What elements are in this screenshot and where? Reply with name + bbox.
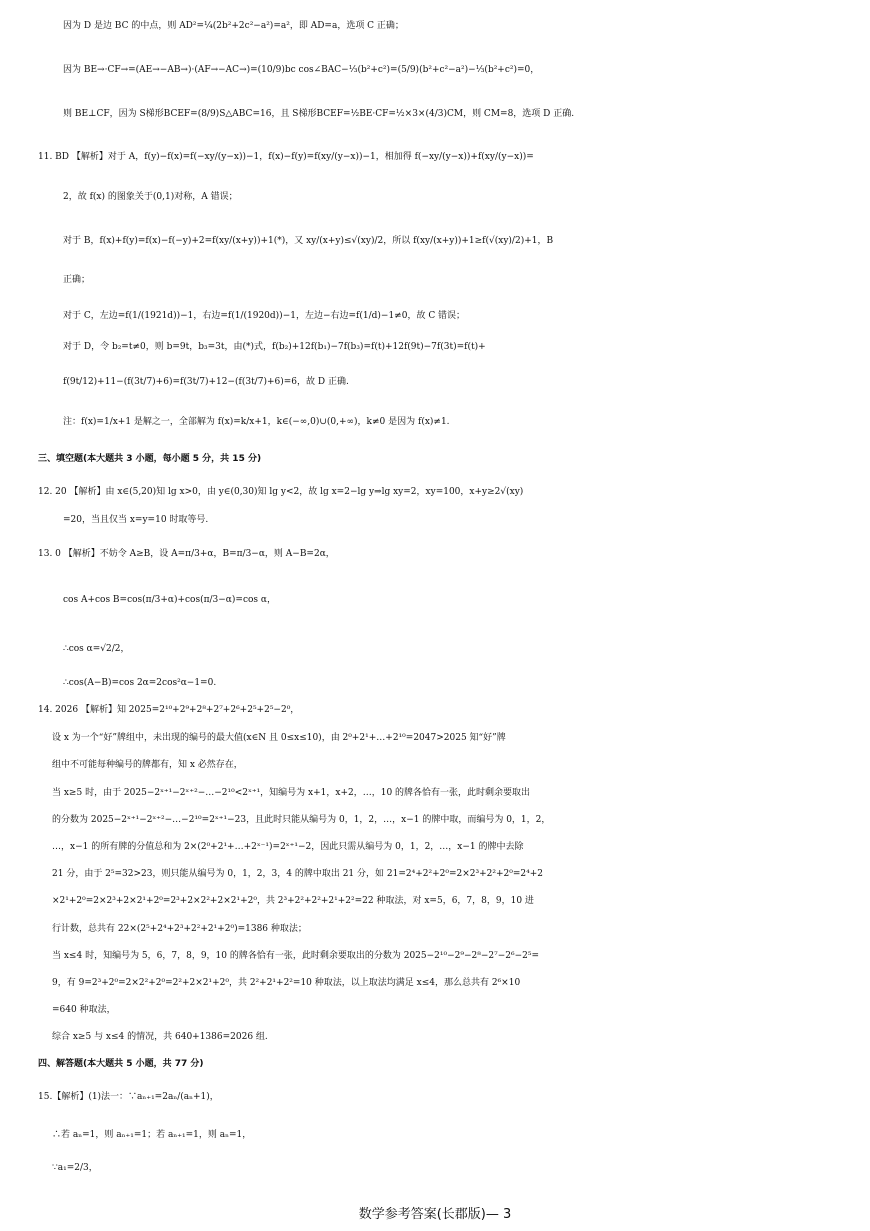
text-line: ∴若 aₙ=1，则 aₙ₊₁=1；若 aₙ₊₁=1，则 aₙ=1， xyxy=(52,1130,252,1140)
text-line: 15.【解析】(1)法一：∵aₙ₊₁=2aₙ/(aₙ+1)， xyxy=(38,1092,219,1102)
section-heading: 三、填空题(本大题共 3 小题，每小题 5 分，共 15 分) xyxy=(38,454,262,464)
text-line: 当 x≤4 时，知编号为 5，6，7，8，9，10 的牌各恰有一张，此时剩余要取出的分数为 2025−2¹⁰−2⁹−2⁸−2⁷−2⁶−2⁵= xyxy=(52,951,540,961)
text-line: 行计数，总共有 22×(2⁵+2⁴+2³+2²+2¹+2⁰)=1386 种取法； xyxy=(52,924,307,934)
text-line: 的分数为 2025−2ˣ⁺¹−2ˣ⁺²−…−2¹⁰=2ˣ⁺¹−23，且此时只能从编号为 0，1，2，…，x−1 的牌中取，而编号为 0，1，2， xyxy=(52,815,551,825)
text-line: ∵a₁=2/3， xyxy=(52,1163,98,1173)
text-line: 正确； xyxy=(63,275,91,285)
text-line: 11. BD 【解析】对于 A，f(y)−f(x)=f(−xy/(y−x))−1，f(x)−f(y)=f(xy/(y−x))−1，相加得 f(−xy/(y−x))+f(xy/(y−x))= xyxy=(38,152,534,162)
text-line: 2，故 f(x) 的图象关于(0,1)对称，A 错误； xyxy=(63,192,238,202)
text-line: 组中不可能每种编号的牌都有，知 x 必然存在， xyxy=(52,760,243,770)
section-heading: 四、解答题(本大题共 5 小题，共 77 分) xyxy=(38,1059,204,1069)
text-line: cos A+cos B=cos(π/3+α)+cos(π/3−α)=cos α， xyxy=(63,595,276,605)
text-line: 21 分，由于 2⁵=32>23，则只能从编号为 0，1，2，3，4 的牌中取出 21 分，如 21=2⁴+2²+2⁰=2×2³+2²+2⁰=2⁴+2 xyxy=(52,869,543,879)
text-line: 注：f(x)=1/x+1 是解之一，全部解为 f(x)=k/x+1，k∈(−∞,0)∪(0,+∞)，k≠0 是因为 f(x)≠1. xyxy=(63,417,450,427)
text-line: ∴cos(A−B)=cos 2α=2cos²α−1=0. xyxy=(63,678,217,688)
text-line: 12. 20 【解析】由 x∈(5,20)知 lg x>0，由 y∈(0,30)知 lg y<2，故 lg x=2−lg y⇒lg xy=2，xy=100，x+y≥2√(xy) xyxy=(38,487,524,497)
text-line: f(9t/12)+11−(f(3t/7)+6)=f(3t/7)+12−(f(3t/7)+6)=6，故 D 正确. xyxy=(63,377,349,387)
text-line: 综合 x≥5 与 x≤4 的情况，共 640+1386=2026 组. xyxy=(52,1032,268,1042)
text-line: 设 x 为一个“好”牌组中，未出现的编号的最大值(x∈N 且 0≤x≤10)，由 2⁰+2¹+…+2¹⁰=2047>2025 知“好”牌 xyxy=(52,733,506,743)
text-line: 13. 0 【解析】不妨令 A≥B，设 A=π/3+α，B=π/3−α，则 A−B=2α， xyxy=(38,549,335,559)
text-line: 14. 2026 【解析】知 2025=2¹⁰+2⁹+2⁸+2⁷+2⁶+2⁵+2⁵−2⁰， xyxy=(38,705,300,715)
text-line: =640 种取法， xyxy=(52,1005,116,1015)
text-line: 对于 B，f(x)+f(y)=f(x)−f(−y)+2=f(xy/(x+y))+1(*)，又 xy/(x+y)≤√(xy)/2，所以 f(xy/(x+y))+1≥f(√(xy)/2)+1，B xyxy=(63,236,554,246)
text-line: ∴cos α=√2/2， xyxy=(63,644,130,654)
text-line: =20，当且仅当 x=y=10 时取等号. xyxy=(63,515,209,525)
text-line: …，x−1 的所有牌的分值总和为 2×(2⁰+2¹+…+2ˣ⁻¹)=2ˣ⁺¹−2，因此只需从编号为 0，1，2，…，x−1 的牌中去除 xyxy=(52,842,524,852)
text-line: 当 x≥5 时，由于 2025−2ˣ⁺¹−2ˣ⁺²−…−2¹⁰<2ˣ⁺¹，知编号为 x+1，x+2，…，10 的牌各恰有一张，此时剩余要取出 xyxy=(52,788,531,798)
page-footer: 数学参考答案(长郡版)— 3 xyxy=(358,1207,512,1222)
text-line: 因为 BE→·CF→=(AE→−AB→)·(AF→−AC→)=(10/9)bc cos∠BAC−⅓(b²+c²)=(5/9)(b²+c²−a²)−⅓(b²+c²)=0， xyxy=(63,65,540,75)
text-line: 因为 D 是边 BC 的中点，则 AD²=¼(2b²+2c²−a²)=a²，即 AD=a，选项 C 正确； xyxy=(63,21,404,31)
text-line: 对于 D，令 b₂=t≠0，则 b=9t，b₃=3t，由(*)式，f(b₂)+12f(b₁)−7f(b₃)=f(t)+12f(9t)−7f(3t)=f(t)+ xyxy=(63,342,486,352)
text-line: 9，有 9=2³+2⁰=2×2²+2⁰=2²+2×2¹+2⁰，共 2²+2¹+2²=10 种取法，以上取法均满足 x≤4，那么总共有 2⁶×10 xyxy=(52,978,521,988)
text-line: ×2¹+2⁰=2×2³+2×2¹+2⁰=2³+2×2²+2×2¹+2⁰，共 2³+2²+2²+2¹+2²=22 种取法，对 x=5，6，7，8，9，10 进 xyxy=(52,896,534,906)
text-line: 对于 C，左边=f(1/(1921d))−1，右边=f(1/(1920d))−1，左边−右边=f(1/d)−1≠0，故 C 错误； xyxy=(63,311,466,321)
text-line: 则 BE⊥CF，因为 S梯形BCEF=(8/9)S△ABC=16，且 S梯形BCEF=½BE·CF=½×3×(4/3)CM，则 CM=8，选项 D 正确. xyxy=(63,109,575,119)
